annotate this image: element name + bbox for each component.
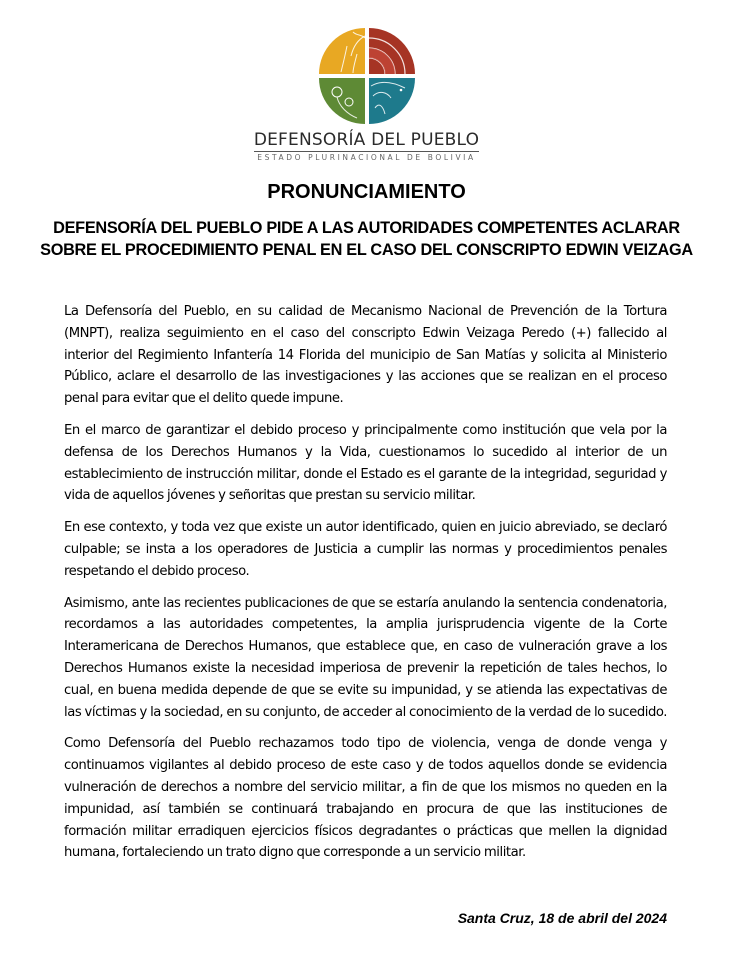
logo-quadrant-teal [369, 78, 415, 124]
paragraph-2: En el marco de garantizar el debido proceso y principalmente como institución que vela por la defensa de los Derechos Humanos y la Vida, cuestionamos lo sucedido al interior de un establecimiento de instrucción militar, donde el Estado es el garante de la integridad, seguridad y vida de aquellos jóvenes y señoritas que prestan su servicio militar. [64, 422, 667, 504]
organization-name: DEFENSORÍA DEL PUEBLO [253, 130, 480, 150]
defensoria-logo-icon [317, 26, 417, 126]
document-type-title: PRONUNCIAMIENTO [267, 181, 466, 203]
header [0, 26, 733, 163]
document-headline: DEFENSORÍA DEL PUEBLO PIDE A LAS AUTORIDADES COMPETENTES ACLARAR SOBRE EL PROCEDIMIENTO PENAL EN EL CASO DEL CONSCRIPTO EDWIN VEIZAGA [40, 219, 693, 259]
paragraph-4: Asimismo, ante las recientes publicaciones de que se estaría anulando la sentencia condenatoria, recordamos a las autoridades competentes, la amplia jurisprudencia vigente de la Corte Interamericana de Derechos Humanos, que establece que, en caso de vulneración grave a los Derechos Humanos existe la necesidad imperiosa de prevenir la repetición de tales hechos, lo cual, en buena medida depende de que se evite su impunidad, y se atienda las expectativas de las víctimas y la sociedad, en su conjunto, de acceder al conocimiento de la verdad de lo sucedido. [64, 595, 668, 720]
organization-subtitle: ESTADO PLURINACIONAL DE BOLIVIA [257, 153, 476, 162]
paragraph-1: La Defensoría del Pueblo, en su calidad de Mecanismo Nacional de Prevención de la Tortura (MNPT), realiza seguimiento en el caso del conscripto Edwin Veizaga Peredo (+) fallecido al interior del Regimiento Infantería 14 Florida del municipio de San Matías y solicita al Ministerio Público, aclare el desarrollo de las investigaciones y las acciones que se realizan en el proceso penal para evitar que el delito quede impune. [64, 304, 667, 407]
document-body [64, 301, 667, 874]
logo-quadrant-green [319, 78, 365, 124]
paragraph-5: Como Defensoría del Pueblo rechazamos todo tipo de violencia, venga de donde venga y continuamos vigilantes al debido proceso de este caso y de todos aquellos donde se evidencia vulneración de derechos a nombre del servicio militar, a fin de que los mismos no queden en la impunidad, así también se continuará trabajando en procura de que las instituciones de formación militar erradiquen ejercicios físicos degradantes o prácticas que mellen la dignidad humana, fortaleciendo un trato digno que corresponde a un servicio militar. [64, 736, 667, 861]
paragraph-3: En ese contexto, y toda vez que existe un autor identificado, quien en juicio abreviado, se declaró culpable; se insta a los operadores de Justicia a cumplir las normas y procedimientos penales respetando el debido proceso. [64, 520, 667, 579]
place-and-date: Santa Cruz, 18 de abril del 2024 [457, 910, 667, 926]
